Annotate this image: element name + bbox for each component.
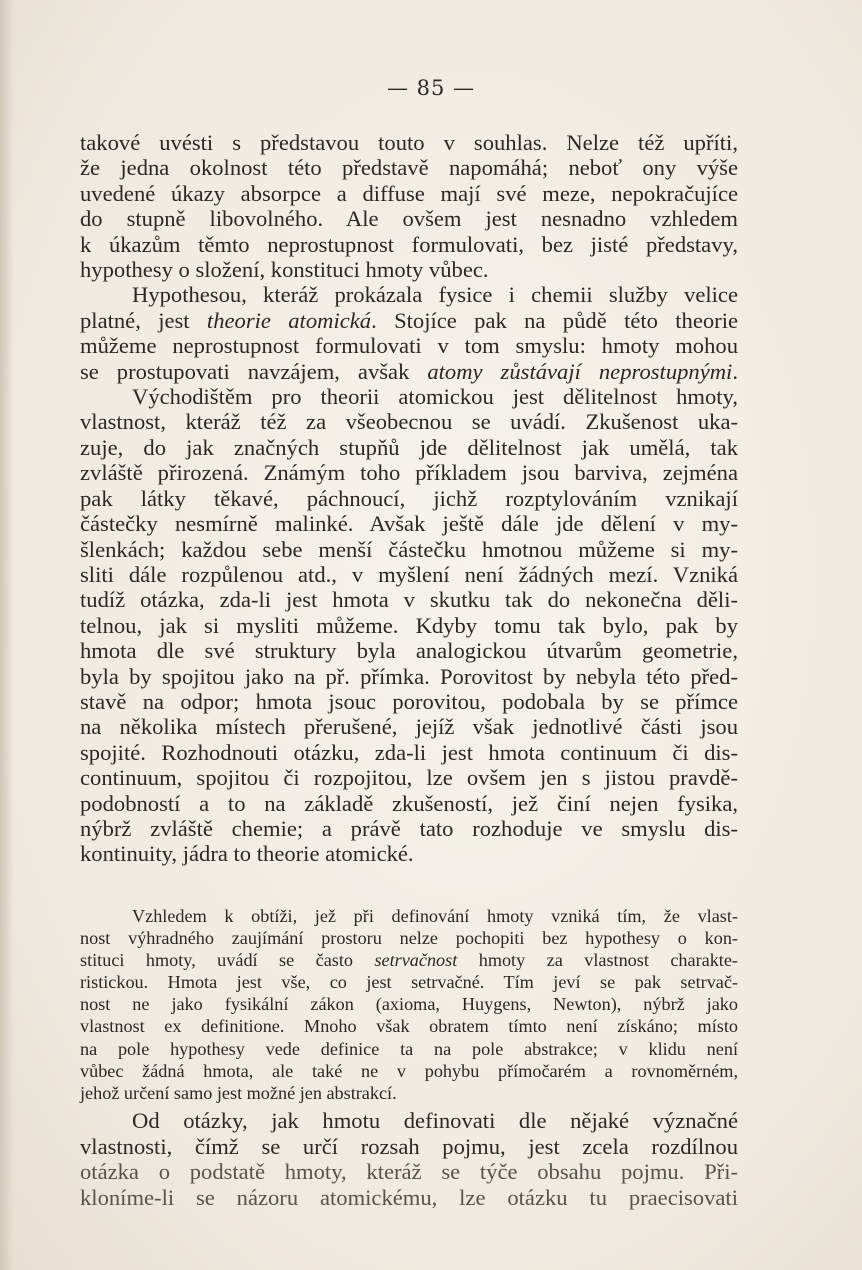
emphasis: theorie atomická — [206, 307, 372, 333]
text-line: sliti dále rozpůlenou atd., v myšlení není žádných mezí. Vzniká — [80, 561, 738, 587]
text-line: na několika místech přerušené, jejíž však jednotlivé části jsou — [80, 714, 738, 740]
text-line: Východištěm pro theorii atomickou jest dělitelnost hmoty, — [132, 384, 738, 410]
text-line: pak látky těkavé, páchnoucí, jichž rozptylováním vznikají — [80, 485, 738, 511]
text-line: částečky nesmírně malinké. Avšak ještě dále jde dělení v my- — [80, 511, 738, 537]
text-line: byla by spojitou jako na př. přímka. Porovitost by nebyla této před- — [80, 663, 738, 689]
text-line: nýbrž zvláště chemie; a právě tato rozhoduje ve smyslu dis- — [80, 815, 738, 841]
text-line: kontinuity, jádra to theorie atomické. — [80, 841, 414, 867]
page-spine-shadow — [0, 0, 14, 1270]
text-line: hmota dle své struktury byla analogickou útvarům geometrie, — [80, 638, 738, 664]
note-line: jehož určení samo jest možné jen abstrakcí. — [80, 1082, 397, 1103]
text-line: vlastnosti, čímž se určí rozsah pojmu, jest zcela rozdílnou — [80, 1133, 738, 1159]
note-line: ristickou. Hmota jest vše, co jest setrvačné. Tím jeví se pak setrvač- — [80, 972, 738, 993]
text-line: spojité. Rozhodnouti otázku, zda-li jest hmota continuum či dis- — [80, 739, 738, 765]
text-line — [80, 359, 738, 384]
note-line — [80, 949, 738, 971]
text-line: hypothesy o složení, konstituci hmoty vůbec. — [80, 257, 489, 283]
text-line: zvláště přirozená. Známým toho příkladem jsou barviva, zejména — [80, 460, 738, 486]
note-line: Vzhledem k obtíži, jež při definování hmoty vzniká tím, že vlast- — [132, 906, 738, 926]
text-line: stavě na odpor; hmota jsouc porovitou, podobala by se přímce — [80, 688, 738, 714]
text-fragment: . Stojíce pak na půdě této theorie — [371, 307, 739, 333]
text-fragment: platné, jest — [80, 307, 207, 333]
text-line: kloníme-li se názoru atomickému, lze otázku tu praecisovati — [80, 1184, 738, 1210]
text-line: telnou, jak si mysliti můžeme. Kdyby tomu tak bylo, pak by — [80, 612, 738, 638]
text-line: continuum, spojitou či rozpojitou, lze ovšem jen s jistou pravdě- — [80, 765, 738, 791]
text-line: tudíž otázka, zda-li jest hmota v skutku tak do nekonečna děli- — [80, 587, 738, 613]
text-fragment: se prostupovati navzájem, avšak — [80, 358, 428, 384]
text-line: k úkazům těmto neprostupnost formulovati, bez jisté představy, — [80, 231, 738, 257]
note-line: nost ne jako fysikální zákon (axioma, Huygens, Newton), nýbrž jako — [80, 994, 738, 1015]
small-print-note — [80, 905, 738, 1104]
text-line: do stupně libovolného. Ale ovšem jest nesnadno vzhledem — [80, 206, 738, 232]
text-fragment: hmoty za vlastnost charakte- — [457, 950, 738, 971]
text-line: Od otázky, jak hmotu definovati dle nějaké význačné — [132, 1108, 738, 1133]
text-line: šlenkách; každou sebe menší částečku hmotnou můžeme si my- — [80, 536, 738, 562]
text-line: podobností a to na základě zkušeností, jež činí nejen fysika, — [80, 790, 738, 816]
emphasis: atomy zůstávají neprostupnými — [427, 358, 733, 384]
text-line: můžeme neprostupnost formulovati v tom smyslu: hmoty mohou — [80, 333, 738, 359]
text-line: uvedené úkazy absorpce a diffuse mají své meze, nepokračujíce — [80, 180, 738, 206]
text-fragment: stituci hmoty, uvádí se často — [80, 950, 375, 971]
text-line: že jedna okolnost této představě napomáhá; neboť ony výše — [80, 155, 738, 181]
text-line — [80, 308, 738, 333]
text-fragment: . — [732, 358, 738, 384]
note-line: na pole hypothesy vede definice ta na pole abstrakce; v klidu není — [80, 1038, 738, 1059]
main-text — [80, 130, 738, 867]
text-line: otázka o podstatě hmoty, kteráž se týče obsahu pojmu. Při- — [80, 1159, 738, 1185]
emphasis: setrvačnost — [374, 950, 458, 971]
text-line: vlastnost, kteráž též za všeobecnou se uvádí. Zkušenost uka- — [80, 409, 738, 435]
text-line: Hypothesou, kteráž prokázala fysice i chemii služby velice — [132, 282, 738, 308]
continuing-text — [80, 1108, 738, 1210]
page-number: — 85 — — [386, 76, 476, 100]
note-line: vůbec žádná hmota, ale také ne v pohybu přímočarém a rovnoměrném, — [80, 1060, 738, 1081]
text-line: zuje, do jak značných stupňů jde dělitelnost jak umělá, tak — [80, 434, 738, 460]
text-line: takové uvésti s představou touto v souhlas. Nelze též upříti, — [80, 130, 738, 155]
note-line: nost výhradného zaujímání prostoru nelze pochopiti bez hypothesy o kon- — [80, 928, 738, 949]
text-line — [80, 282, 738, 307]
note-line: vlastnost ex definitione. Mnoho však obratem tímto není získáno; místo — [80, 1016, 738, 1037]
